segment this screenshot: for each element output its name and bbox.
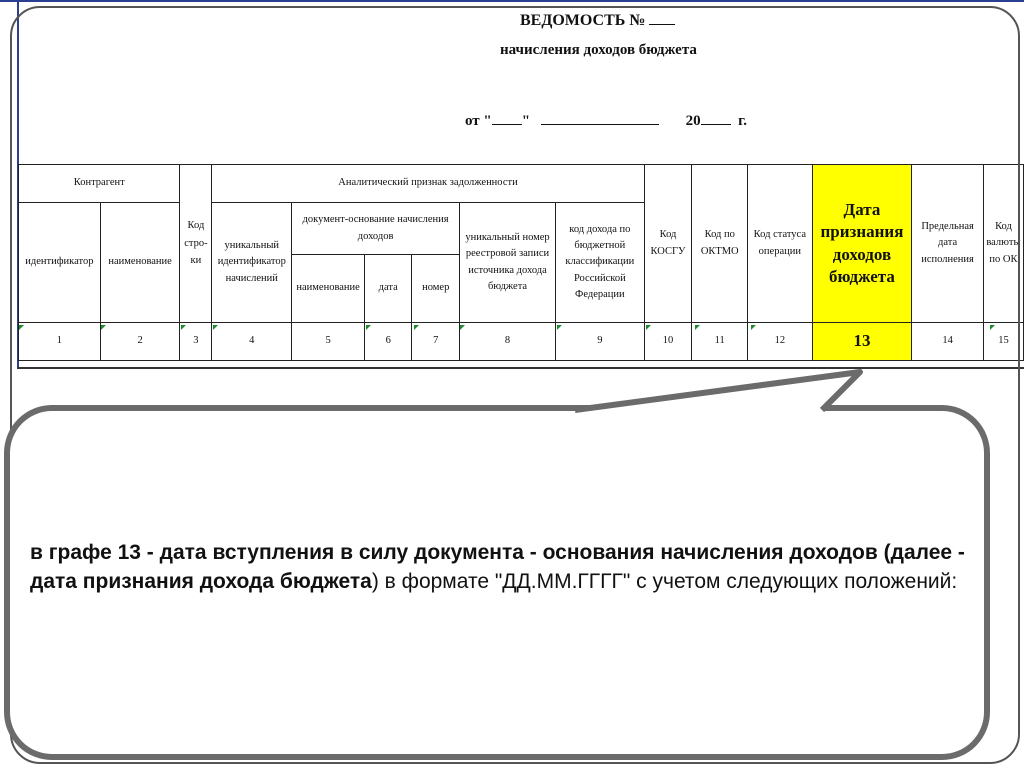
column-number: 15	[983, 323, 1023, 361]
column-number: 14	[912, 323, 984, 361]
header-kosgu: Код КОСГУ	[644, 165, 692, 323]
header-kontragent: Контрагент	[19, 165, 180, 203]
statement-title: ВЕДОМОСТЬ №	[520, 10, 675, 30]
header-unique-id: уникальный идентификатор начислений	[212, 203, 292, 323]
header-row-code: Код стро-ки	[180, 165, 212, 323]
callout-text	[30, 538, 970, 596]
column-number: 4	[212, 323, 292, 361]
header-name: наименование	[100, 203, 180, 323]
callout-normal-text: ) в формате "ДД.ММ.ГГГГ" с учетом следующих положений:	[371, 570, 958, 593]
statement-date-line: от " " 20 г.	[465, 110, 747, 130]
column-number: 10	[644, 323, 692, 361]
header-doc-date: дата	[365, 255, 412, 323]
header-status-code: Код статуса операции	[748, 165, 813, 323]
header-income-recognition-date: Дата признания доходов бюджета	[812, 165, 912, 323]
column-number: 9	[556, 323, 645, 361]
header-doc-number: номер	[412, 255, 460, 323]
column-number: 12	[748, 323, 813, 361]
callout-bold-text: в графе 13 - дата вступления в силу документа - основания начисления доходов (далее - дата признания дохода бюджета	[30, 541, 965, 593]
column-number: 8	[460, 323, 556, 361]
header-income-code: код дохода по бюджетной классификации Российской Федерации	[556, 203, 645, 323]
header-oktmo: Код по ОКТМО	[692, 165, 748, 323]
column-number: 6	[365, 323, 412, 361]
column-number: 5	[292, 323, 365, 361]
column-number: 1	[19, 323, 101, 361]
header-registry-number: уникальный номер реестровой записи источника дохода бюджета	[460, 203, 556, 323]
column-number: 3	[180, 323, 212, 361]
header-analytic-group: Аналитический признак задолженности	[212, 165, 644, 203]
column-number: 7	[412, 323, 460, 361]
header-deadline: Предельная дата исполнения	[912, 165, 984, 323]
header-currency-code: Код валюты по ОК	[983, 165, 1023, 323]
header-doc-name: наименование	[292, 255, 365, 323]
column-number-highlighted: 13	[812, 323, 912, 361]
header-document-basis: документ-основание начисления доходов	[292, 203, 460, 255]
header-identifier: идентификатор	[19, 203, 101, 323]
column-number: 2	[100, 323, 180, 361]
column-number: 11	[692, 323, 748, 361]
statement-subtitle: начисления доходов бюджета	[500, 42, 697, 58]
